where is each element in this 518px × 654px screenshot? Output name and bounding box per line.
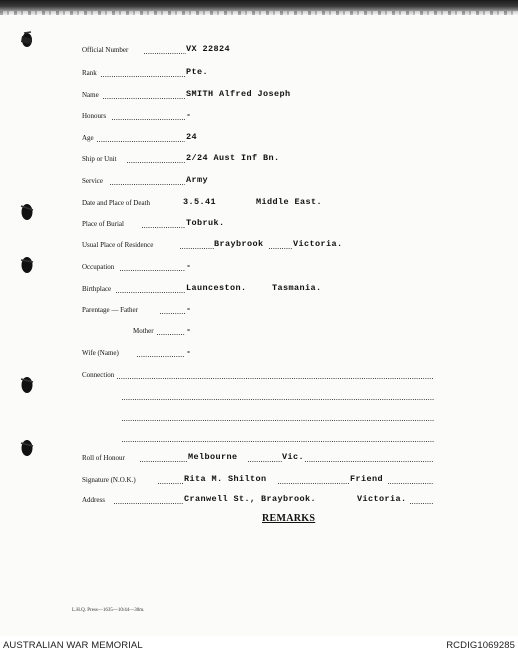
field-label: Parentage — Father (82, 306, 138, 314)
field-address (0, 494, 518, 508)
field-service (0, 175, 518, 189)
dotted-leader (127, 162, 185, 163)
field-place-of-burial (0, 218, 518, 232)
dotted-leader (97, 141, 185, 142)
dotted-leader (180, 248, 214, 249)
field-value: - (186, 261, 192, 271)
field-label: Occupation (82, 263, 115, 271)
field-value: Launceston. (186, 283, 247, 293)
field-label: Ship or Unit (82, 155, 117, 163)
field-label: Address (82, 496, 105, 504)
field-mother (0, 325, 518, 339)
scan-top-speckle (0, 11, 518, 15)
dotted-leader (103, 98, 185, 99)
connection-blank-line (0, 432, 518, 446)
dotted-leader (120, 270, 185, 271)
field-value: - (186, 325, 192, 335)
field-value: - (186, 304, 192, 314)
field-value: 24 (186, 132, 198, 142)
field-official-number (0, 44, 518, 58)
field-label: Connection (82, 371, 115, 379)
press-mark: L.H.Q. Press—1635—10/44—30m. (72, 608, 145, 613)
footer-source: AUSTRALIAN WAR MEMORIAL (3, 640, 143, 651)
field-age (0, 132, 518, 146)
dotted-leader (278, 483, 350, 484)
field-value: Army (186, 175, 209, 185)
dotted-leader (112, 119, 185, 120)
field-rank (0, 67, 518, 81)
dotted-leader (305, 461, 434, 462)
field-value: Pte. (186, 67, 209, 77)
field-usual-residence (0, 239, 518, 253)
dotted-leader (117, 378, 434, 379)
field-birthplace (0, 283, 518, 297)
field-label: Birthplace (82, 285, 112, 293)
field-ship-or-unit (0, 153, 518, 167)
dotted-leader (122, 399, 434, 400)
remarks-heading: REMARKS (262, 513, 316, 524)
field-wife-name (0, 347, 518, 361)
field-value-secondary: Vic. (282, 452, 305, 462)
field-occupation (0, 261, 518, 275)
field-label: Date and Place of Death (82, 199, 151, 207)
connection-blank-line (0, 411, 518, 425)
field-value: VX 22824 (186, 44, 231, 54)
field-label: Name (82, 91, 99, 99)
field-label: Service (82, 177, 103, 185)
dotted-leader (122, 441, 434, 442)
field-value: Cranwell St., Braybrook. (184, 494, 317, 504)
field-label: Official Number (82, 46, 129, 54)
dotted-leader (158, 483, 184, 484)
dotted-leader (248, 461, 282, 462)
dotted-leader (388, 483, 434, 484)
field-value: Melbourne (188, 452, 238, 462)
field-label: Signature (N.O.K.) (82, 476, 136, 484)
field-value: - (186, 347, 192, 357)
field-connection (0, 369, 518, 383)
dotted-leader (160, 313, 185, 314)
field-parentage-father (0, 304, 518, 318)
field-label: Mother (133, 327, 154, 335)
field-value-secondary: Tasmania. (272, 283, 322, 293)
dotted-leader (144, 53, 186, 54)
field-label: Age (82, 134, 94, 142)
field-value: Rita M. Shilton (184, 474, 267, 484)
field-roll-of-honour (0, 452, 518, 466)
dotted-leader (410, 503, 434, 504)
field-date-place-of-death (0, 197, 518, 211)
field-label: Honours (82, 112, 107, 120)
field-name (0, 89, 518, 103)
field-value: SMITH Alfred Joseph (186, 89, 291, 99)
dotted-leader (110, 184, 185, 185)
field-honours (0, 110, 518, 124)
field-label: Place of Burial (82, 220, 124, 228)
field-label: Roll of Honour (82, 454, 125, 462)
field-value: 3.5.41 (183, 197, 217, 207)
field-label: Usual Place of Residence (82, 241, 154, 249)
footer-record-id: RCDIG1069285 (446, 640, 515, 651)
dotted-leader (114, 503, 184, 504)
dotted-leader (137, 356, 185, 357)
field-value: 2/24 Aust Inf Bn. (186, 153, 280, 163)
dotted-leader (101, 76, 185, 77)
field-value-secondary: Victoria. (293, 239, 343, 249)
field-value: Braybrook (214, 239, 264, 249)
dotted-leader (157, 334, 185, 335)
dotted-leader (116, 292, 185, 293)
dotted-leader (142, 227, 185, 228)
field-label: Rank (82, 69, 97, 77)
field-label: Wife (Name) (82, 349, 119, 357)
field-value: - (186, 110, 192, 120)
field-value: Tobruk. (186, 218, 225, 228)
connection-blank-line (0, 390, 518, 404)
dotted-leader (122, 420, 434, 421)
dotted-leader (269, 248, 293, 249)
field-value-secondary: Middle East. (256, 197, 323, 207)
dotted-leader (140, 461, 188, 462)
field-value-secondary: Victoria. (357, 494, 407, 504)
field-signature-nok (0, 474, 518, 488)
field-value-secondary: Friend (350, 474, 384, 484)
